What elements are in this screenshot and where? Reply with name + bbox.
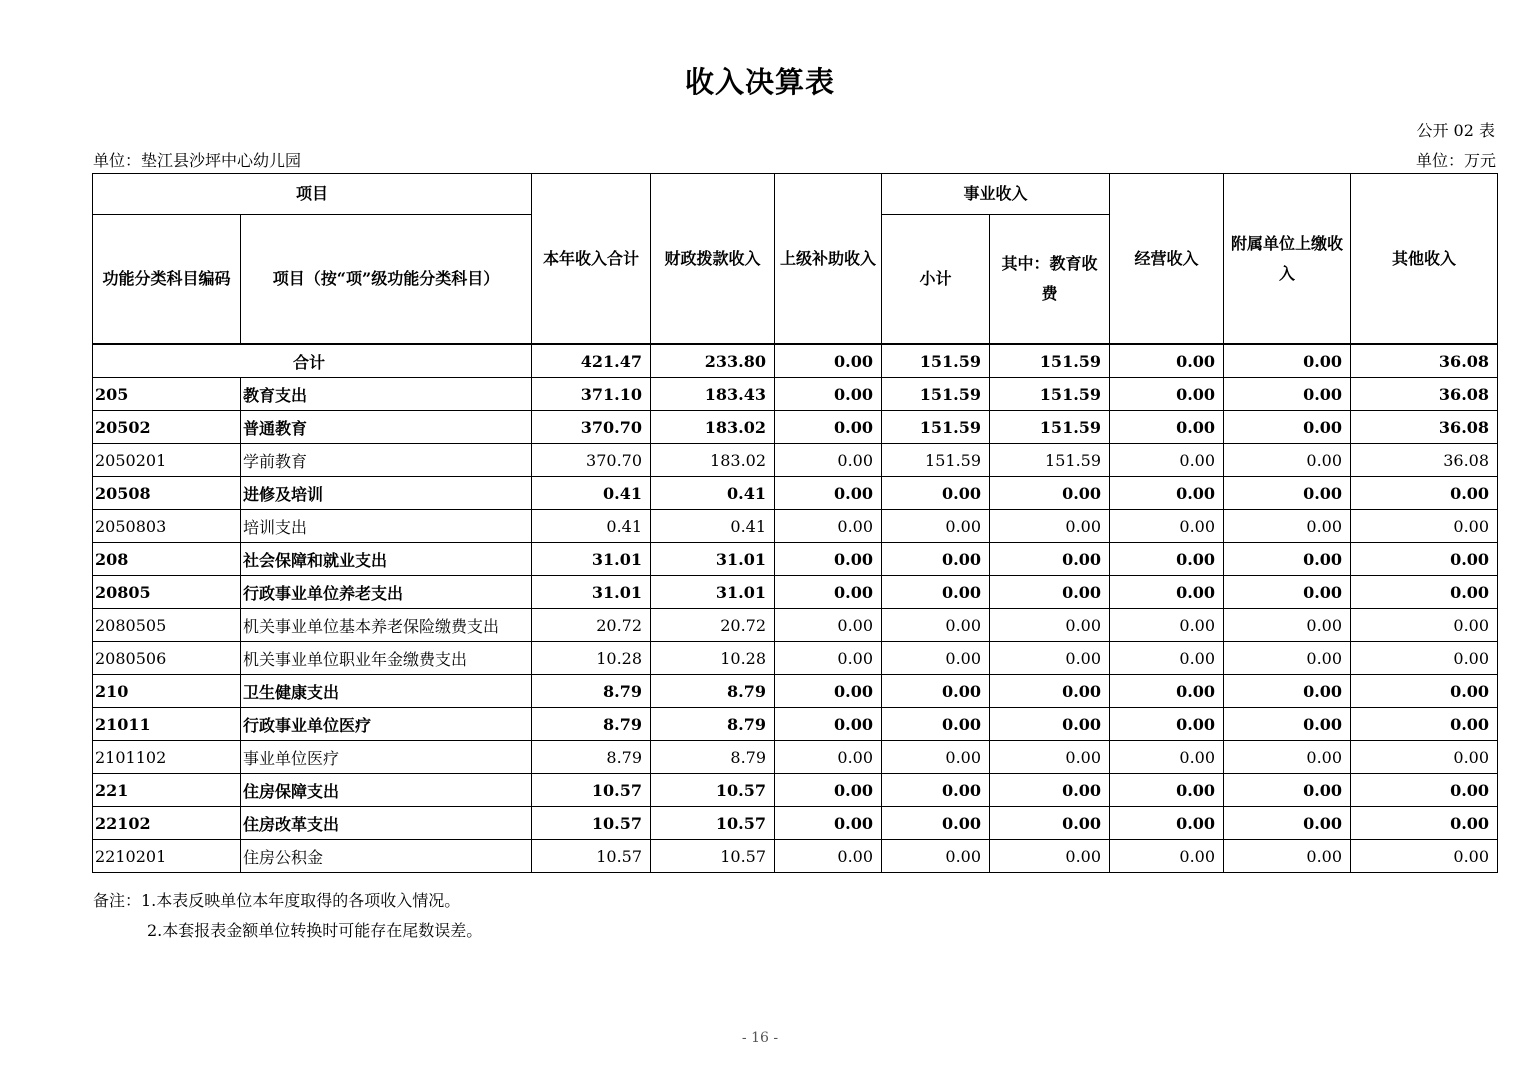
table-row [93, 840, 1498, 873]
row-value: 0.00 [882, 675, 990, 708]
row-code: 2101102 [93, 741, 241, 774]
header-other: 其他收入 [1351, 174, 1498, 345]
row-code: 22102 [93, 807, 241, 840]
row-value: 0.00 [1224, 642, 1351, 675]
row-value: 0.00 [1351, 477, 1498, 510]
row-name: 普通教育 [241, 411, 532, 444]
row-value: 0.00 [1224, 708, 1351, 741]
row-value: 151.59 [882, 411, 990, 444]
row-code: 221 [93, 774, 241, 807]
row-value: 0.00 [1110, 510, 1224, 543]
row-value: 0.00 [775, 708, 882, 741]
row-value: 0.00 [1110, 444, 1224, 477]
row-value: 8.79 [651, 741, 775, 774]
note-line: 备注：1.本表反映单位本年度取得的各项收入情况。 [93, 891, 461, 910]
row-value: 0.00 [990, 807, 1110, 840]
row-value: 10.57 [532, 774, 651, 807]
page-title: 收入决算表 [684, 65, 835, 99]
row-value: 20.72 [532, 609, 651, 642]
row-name: 机关事业单位职业年金缴费支出 [241, 642, 532, 675]
row-value: 0.00 [1351, 675, 1498, 708]
row-value: 0.00 [990, 543, 1110, 576]
row-value: 0.00 [1110, 840, 1224, 873]
row-name: 住房保障支出 [241, 774, 532, 807]
row-value: 0.00 [775, 807, 882, 840]
row-value: 10.28 [651, 642, 775, 675]
row-value: 36.08 [1351, 411, 1498, 444]
row-value: 10.57 [532, 807, 651, 840]
table-row [93, 543, 1498, 576]
total-row [93, 344, 1498, 378]
row-code: 2050803 [93, 510, 241, 543]
row-value: 0.00 [1224, 411, 1351, 444]
row-value: 0.00 [775, 477, 882, 510]
form-number: 公开 02 表 [1416, 121, 1495, 140]
row-value: 0.00 [882, 477, 990, 510]
total-cell: 151.59 [882, 344, 990, 378]
header-project: 项目 [93, 174, 532, 215]
row-value: 0.00 [990, 609, 1110, 642]
header-total: 本年收入合计 [532, 174, 651, 345]
row-value: 0.00 [1110, 774, 1224, 807]
header-affiliated: 附属单位上缴收入 [1224, 174, 1351, 345]
table-row [93, 510, 1498, 543]
row-value: 36.08 [1351, 378, 1498, 411]
row-value: 151.59 [882, 378, 990, 411]
row-value: 0.00 [1224, 675, 1351, 708]
row-value: 0.00 [1224, 741, 1351, 774]
row-value: 0.00 [1351, 708, 1498, 741]
row-value: 0.00 [1224, 510, 1351, 543]
row-code: 208 [93, 543, 241, 576]
table-row [93, 378, 1498, 411]
table-row [93, 411, 1498, 444]
row-value: 0.00 [990, 741, 1110, 774]
row-value: 0.00 [1110, 675, 1224, 708]
row-value: 8.79 [651, 708, 775, 741]
row-value: 10.57 [651, 840, 775, 873]
row-value: 0.00 [882, 807, 990, 840]
row-value: 151.59 [990, 411, 1110, 444]
header-business: 事业收入 [882, 174, 1110, 215]
unit-row [93, 148, 1496, 171]
row-name: 行政事业单位养老支出 [241, 576, 532, 609]
row-value: 0.00 [1224, 444, 1351, 477]
total-cell: 0.00 [775, 344, 882, 378]
row-value: 10.57 [651, 774, 775, 807]
table-row [93, 444, 1498, 477]
row-value: 0.00 [1110, 609, 1224, 642]
header-superior: 上级补助收入 [775, 174, 882, 345]
row-value: 0.00 [990, 708, 1110, 741]
row-value: 151.59 [990, 378, 1110, 411]
row-name: 培训支出 [241, 510, 532, 543]
row-value: 0.00 [775, 576, 882, 609]
row-value: 0.00 [990, 675, 1110, 708]
row-value: 0.00 [1110, 576, 1224, 609]
table-row [93, 675, 1498, 708]
page-number: - 16 - [741, 1030, 779, 1046]
row-value: 0.00 [1110, 642, 1224, 675]
unit-name: 单位：垫江县沙坪中心幼儿园 [93, 151, 302, 170]
total-cell: 0.00 [1110, 344, 1224, 378]
row-value: 0.00 [1110, 708, 1224, 741]
row-value: 31.01 [532, 543, 651, 576]
row-value: 183.02 [651, 411, 775, 444]
row-value: 0.00 [775, 840, 882, 873]
income-table [92, 173, 1498, 873]
row-name: 行政事业单位医疗 [241, 708, 532, 741]
notes [93, 886, 482, 946]
table-row [93, 609, 1498, 642]
row-code: 20805 [93, 576, 241, 609]
row-value: 0.00 [882, 774, 990, 807]
row-value: 0.00 [990, 510, 1110, 543]
row-code: 2080505 [93, 609, 241, 642]
row-value: 0.00 [775, 510, 882, 543]
row-value: 0.00 [1110, 543, 1224, 576]
row-value: 0.00 [882, 642, 990, 675]
row-value: 0.41 [651, 477, 775, 510]
total-cell: 151.59 [990, 344, 1110, 378]
header-fiscal: 财政拨款收入 [651, 174, 775, 345]
row-value: 0.00 [1351, 741, 1498, 774]
row-value: 0.00 [990, 774, 1110, 807]
row-value: 0.00 [775, 774, 882, 807]
table-row [93, 741, 1498, 774]
total-cell: 233.80 [651, 344, 775, 378]
header-edu-fee: 其中：教育收费 [990, 215, 1110, 345]
row-value: 10.57 [532, 840, 651, 873]
header-operating: 经营收入 [1110, 174, 1224, 345]
row-name: 住房公积金 [241, 840, 532, 873]
row-code: 210 [93, 675, 241, 708]
row-value: 0.00 [1110, 411, 1224, 444]
row-value: 0.00 [1224, 378, 1351, 411]
row-name: 住房改革支出 [241, 807, 532, 840]
row-name: 机关事业单位基本养老保险缴费支出 [241, 609, 532, 642]
header-subtotal: 小计 [882, 215, 990, 345]
row-value: 0.00 [1224, 774, 1351, 807]
row-value: 0.00 [775, 444, 882, 477]
row-name: 社会保障和就业支出 [241, 543, 532, 576]
row-code: 21011 [93, 708, 241, 741]
row-value: 183.43 [651, 378, 775, 411]
row-value: 0.00 [1351, 576, 1498, 609]
row-value: 151.59 [882, 444, 990, 477]
row-value: 0.00 [1224, 576, 1351, 609]
row-value: 0.00 [1224, 477, 1351, 510]
table-row [93, 477, 1498, 510]
row-value: 0.00 [1110, 807, 1224, 840]
row-value: 0.00 [1351, 840, 1498, 873]
header-code: 功能分类科目编码 [93, 215, 241, 345]
table-row [93, 642, 1498, 675]
row-value: 370.70 [532, 411, 651, 444]
table-row [93, 708, 1498, 741]
row-value: 10.57 [651, 807, 775, 840]
row-value: 20.72 [651, 609, 775, 642]
row-name: 卫生健康支出 [241, 675, 532, 708]
row-value: 0.00 [990, 576, 1110, 609]
row-value: 0.00 [1224, 807, 1351, 840]
row-value: 0.00 [775, 609, 882, 642]
row-value: 0.00 [775, 741, 882, 774]
row-value: 10.28 [532, 642, 651, 675]
row-value: 31.01 [651, 576, 775, 609]
total-cell: 0.00 [1224, 344, 1351, 378]
row-value: 0.41 [532, 510, 651, 543]
row-value: 8.79 [532, 708, 651, 741]
row-value: 31.01 [532, 576, 651, 609]
row-value: 0.00 [1110, 741, 1224, 774]
row-value: 0.00 [882, 840, 990, 873]
row-value: 8.79 [651, 675, 775, 708]
row-value: 0.00 [882, 609, 990, 642]
row-value: 151.59 [990, 444, 1110, 477]
row-value: 0.00 [1351, 807, 1498, 840]
row-value: 0.00 [1110, 378, 1224, 411]
row-name: 进修及培训 [241, 477, 532, 510]
row-value: 0.00 [1351, 609, 1498, 642]
row-value: 183.02 [651, 444, 775, 477]
row-value: 0.00 [1224, 840, 1351, 873]
table-row [93, 807, 1498, 840]
row-value: 0.00 [990, 477, 1110, 510]
row-value: 0.00 [775, 378, 882, 411]
note-line: 2.本套报表金额单位转换时可能存在尾数误差。 [147, 921, 483, 940]
row-value: 0.00 [1351, 642, 1498, 675]
row-value: 8.79 [532, 675, 651, 708]
header-name: 项目（按“项”级功能分类科目） [241, 215, 532, 345]
row-value: 8.79 [532, 741, 651, 774]
currency-unit: 单位：万元 [1415, 151, 1496, 170]
total-cell: 36.08 [1351, 344, 1498, 378]
row-value: 0.41 [651, 510, 775, 543]
row-value: 371.10 [532, 378, 651, 411]
total-cell: 421.47 [532, 344, 651, 378]
row-value: 0.00 [882, 510, 990, 543]
table-body [93, 378, 1498, 873]
row-value: 0.00 [882, 741, 990, 774]
table-row [93, 774, 1498, 807]
row-value: 0.00 [1224, 543, 1351, 576]
row-name: 教育支出 [241, 378, 532, 411]
row-code: 20508 [93, 477, 241, 510]
row-value: 36.08 [1351, 444, 1498, 477]
row-value: 0.00 [882, 543, 990, 576]
row-value: 0.00 [775, 642, 882, 675]
row-value: 0.00 [990, 642, 1110, 675]
row-code: 2080506 [93, 642, 241, 675]
row-code: 2050201 [93, 444, 241, 477]
row-value: 31.01 [651, 543, 775, 576]
row-value: 0.00 [1224, 609, 1351, 642]
row-code: 20502 [93, 411, 241, 444]
row-value: 0.00 [1351, 510, 1498, 543]
row-code: 2210201 [93, 840, 241, 873]
row-value: 0.00 [882, 708, 990, 741]
row-name: 事业单位医疗 [241, 741, 532, 774]
row-value: 0.00 [990, 840, 1110, 873]
row-value: 0.00 [775, 675, 882, 708]
row-value: 0.00 [1110, 477, 1224, 510]
row-value: 0.00 [882, 576, 990, 609]
table-row [93, 576, 1498, 609]
row-value: 0.00 [1351, 543, 1498, 576]
row-value: 0.41 [532, 477, 651, 510]
row-code: 205 [93, 378, 241, 411]
row-name: 学前教育 [241, 444, 532, 477]
row-value: 0.00 [775, 543, 882, 576]
row-value: 0.00 [1351, 774, 1498, 807]
row-value: 370.70 [532, 444, 651, 477]
row-value: 0.00 [775, 411, 882, 444]
total-label: 合计 [93, 344, 532, 378]
